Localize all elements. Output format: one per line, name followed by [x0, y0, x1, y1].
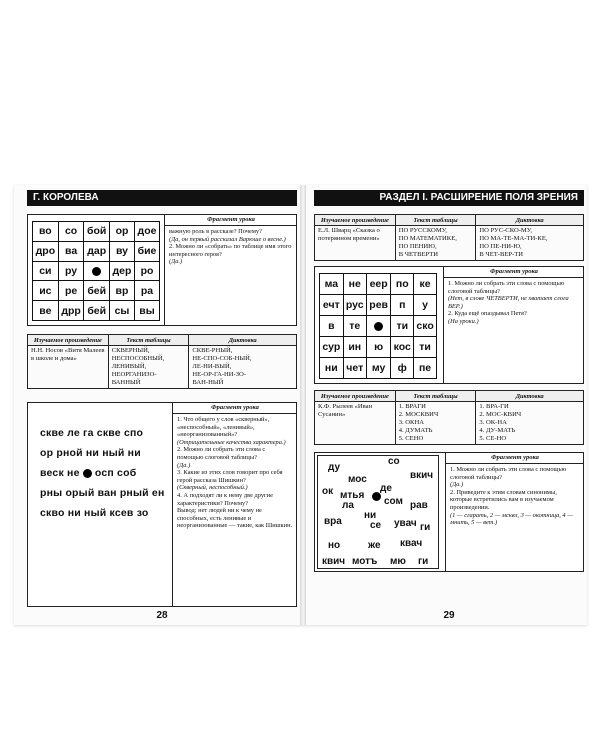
fragment-line: 1. Что общего у слов «скверный», «неспособный», «ленивый», «неорганизованный»?	[177, 416, 270, 439]
grid-cell: бие	[134, 241, 159, 261]
table-text-line: ПО ПЕНИЮ,	[398, 243, 437, 250]
grid-cell: дро	[33, 241, 59, 261]
fragment-line: 1. Можно ли собрать эти слова с помощью слоговой таблицы?	[448, 280, 565, 295]
grid-row	[320, 358, 437, 379]
word-line: скве ле га скве спо	[40, 427, 144, 439]
dictation	[189, 346, 297, 389]
fragment-answer: (1 — сгарать, 2 — мсквл, 3 — окотница, 4 — мнить, 5 — вет.)	[450, 511, 573, 527]
grid-cell: не	[343, 274, 366, 295]
fragment-line: важную роль в рассказе? Почему?	[169, 228, 262, 235]
table-text-line: 4. ДУМАТЬ	[398, 427, 433, 434]
grid-cell: бей	[84, 301, 110, 321]
info-header: Диктовка	[476, 215, 584, 226]
grid-cell: дер	[109, 261, 134, 281]
grid-cell: ни	[320, 358, 344, 379]
grid-cell	[366, 316, 391, 337]
dictation-line: 4. ДУ-МАТЬ	[479, 427, 516, 434]
grid-cell: ра	[134, 281, 159, 301]
scatter-syllable: ни	[364, 510, 377, 521]
fragment-title: Фрагмент урока	[173, 403, 297, 414]
table-text-line: СКВЕРНЫЙ,	[111, 347, 150, 354]
fragment-line: 1. Можно ли собрать эти слова с помощью слоговой таблицы?	[450, 466, 567, 481]
grid-cell: ор	[109, 222, 134, 242]
fragment-answer: (Нет, в слове ЧЕТВЕРТИ, не хватает слога ВЕР.)	[448, 295, 569, 310]
dictation-line: ВАН-НЫЙ	[192, 379, 224, 386]
grid-cell: дое	[134, 222, 159, 242]
grid-cell: ру	[58, 261, 84, 281]
fragment-line: 2. Приведите к этим словам синонимы, которые встретились вам в изучаемом произведении.	[450, 488, 557, 511]
fragment-answer: (Отрицательные качества характера.)	[177, 438, 286, 446]
grid-cell: си	[33, 261, 59, 281]
grid-cell: ин	[343, 337, 366, 358]
work-title: К.Ф. Рылеев «Иван Сусанин»	[315, 402, 396, 445]
fragment-title: Фрагмент урока	[165, 215, 297, 226]
table-text-line: ПО МАТЕМАТИКЕ,	[398, 235, 457, 242]
table-text-line: НЕОРГАНИЗО-	[111, 371, 157, 378]
grid-row	[33, 222, 160, 242]
word-line: скво ни ный ксев зо	[40, 507, 149, 519]
dictation-line: В ЧЕТ-ВЕР-ТИ	[479, 251, 524, 258]
fragment-line: 3. Какие из этих слов говорит про себя герой рассказа Шишкин?	[177, 469, 283, 484]
grid-row	[33, 241, 160, 261]
page-29	[314, 190, 584, 625]
dictation	[476, 402, 584, 445]
lesson-fragment-3	[443, 267, 584, 384]
grid-cell: ве	[33, 301, 59, 321]
grid-cell: со	[58, 222, 84, 242]
dictation-line: 5. СЕ-НО	[479, 435, 507, 442]
grid-cell: ва	[58, 241, 84, 261]
grid-cell: сур	[320, 337, 344, 358]
scatter-syllable: квич	[322, 556, 346, 567]
scatter-syllable: ду	[328, 462, 341, 473]
table-text-line: В ЧЕТВЕРТИ	[398, 251, 439, 258]
dictation-line: НЕ-ОР-ГА-НИ-ЗО-	[192, 371, 247, 378]
table-text-line: ВАННЫЙ	[111, 379, 141, 386]
scatter-syllable: вкич	[410, 470, 434, 481]
dictation	[476, 226, 584, 261]
scatter-table-box	[314, 452, 584, 572]
work-title: Н.Н. Носов «Витя Малеев в школе и дома»	[28, 346, 109, 389]
table-text-line: ЛЕНИВЫЙ,	[111, 363, 147, 370]
grid-cell: ю	[366, 337, 391, 358]
work-info-table-nosov	[27, 334, 297, 389]
fragment-answer: (На уроки.)	[448, 317, 479, 325]
scatter-syllable: но	[328, 540, 341, 551]
grid-cell: рев	[366, 295, 391, 316]
fragment-answer: (Скверный, неспособный.)	[177, 484, 248, 492]
scatter-syllable: сом	[384, 496, 403, 507]
grid-row	[33, 281, 160, 301]
grid-cell: ву	[109, 241, 134, 261]
fragment-text	[173, 414, 297, 532]
page-header-left: Г. КОРОЛЕВА	[27, 190, 297, 206]
page-header-right: РАЗДЕЛ I. РАСШИРЕНИЕ ПОЛЯ ЗРЕНИЯ	[314, 190, 584, 206]
grid-cell: по	[391, 274, 414, 295]
table-text-line: 5. СЕНО	[398, 435, 424, 442]
lesson-fragment-1	[164, 215, 297, 326]
dictation-line: СКВЕ-РНЫЙ,	[192, 347, 233, 354]
fragment-answer: (Да, он первый рассказал Варюше о весне.)	[169, 235, 286, 243]
word-line: рны орый ван рный ен	[40, 487, 165, 499]
table-text	[395, 226, 476, 261]
info-header: Текст таблицы	[108, 335, 189, 346]
syllable-grid-2	[319, 273, 437, 379]
grid-row	[33, 301, 160, 321]
dictation-line: 3. ОК-НА	[479, 419, 507, 426]
grid-cell: ско	[414, 316, 437, 337]
grid-cell: му	[366, 358, 391, 379]
grid-cell: в	[320, 316, 344, 337]
info-header-row	[315, 215, 584, 226]
focus-dot	[83, 469, 92, 478]
info-row	[315, 226, 584, 261]
grid-cell: ти	[414, 337, 437, 358]
grid-cell: еер	[366, 274, 391, 295]
dictation-line: 1. ВРА-ГИ	[479, 403, 509, 410]
scatter-syllable: со	[388, 456, 400, 467]
grid-cell: бей	[84, 281, 110, 301]
grid-cell: ти	[391, 316, 414, 337]
grid-cell: сы	[109, 301, 134, 321]
grid-cell: те	[343, 316, 366, 337]
word-lines	[34, 423, 164, 543]
grid-cell: вр	[109, 281, 134, 301]
info-header: Текст таблицы	[395, 215, 476, 226]
word-line: ор рной ни ный ни	[40, 447, 141, 459]
scatter-syllable: вра	[324, 516, 342, 527]
scatter-syllable: мю	[390, 556, 406, 567]
scattered-syllables	[317, 455, 439, 569]
table-text	[395, 402, 476, 445]
grid-cell: чет	[343, 358, 366, 379]
grid-cell: п	[391, 295, 414, 316]
dictation-line: ПО МА-ТЕ-МА-ТИ-КЕ,	[479, 235, 548, 242]
info-header: Изучаемое произведение	[315, 215, 396, 226]
syllable-table-box-2	[314, 266, 584, 384]
table-text-line: ПО РУССКОМУ,	[398, 227, 447, 234]
scatter-syllable: ла	[342, 500, 354, 511]
focus-dot	[374, 322, 383, 331]
fragment-line: Вывод: нет людей ни к чему не способных, есть ленивые и неорганизованные — такие, как Шишкин.	[177, 507, 293, 530]
word-line: веск не осп соб	[40, 467, 137, 479]
grid-cell: дрр	[58, 301, 84, 321]
grid-cell: у	[414, 295, 437, 316]
grid-cell: ф	[391, 358, 414, 379]
focus-dot	[92, 267, 101, 276]
table-text-line: 3. ОКНА	[398, 419, 424, 426]
grid-cell: рус	[343, 295, 366, 316]
grid-cell: ке	[414, 274, 437, 295]
grid-cell: бой	[84, 222, 110, 242]
scatter-syllable: де	[380, 483, 392, 494]
grid-cell: ис	[33, 281, 59, 301]
fragment-line: 2. Куда ещё опаздывал Петя?	[448, 310, 527, 318]
word-table-box	[27, 402, 297, 607]
info-header-row	[315, 391, 584, 402]
grid-row	[320, 274, 437, 295]
info-header: Изучаемое произведение	[315, 391, 396, 402]
scatter-syllable: ги	[418, 556, 429, 567]
fragment-text	[444, 278, 584, 328]
grid-cell: во	[33, 222, 59, 242]
fragment-line: 4. А подходят ли к нему две другие характеристики? Почему?	[177, 491, 273, 507]
book-gutter	[300, 185, 306, 625]
scatter-syllable: мос	[348, 474, 367, 485]
info-header: Изучаемое произведение	[28, 335, 109, 346]
fragment-title: Фрагмент урока	[444, 267, 584, 278]
work-title: Е.Л. Шварц «Сказка о потерянном времени»	[315, 226, 396, 261]
info-header-row	[28, 335, 297, 346]
grid-cell: ро	[134, 261, 159, 281]
scatter-syllable: квач	[400, 538, 423, 549]
scatter-syllable: ок	[322, 486, 334, 497]
scatter-syllable: ги	[420, 522, 431, 533]
grid-row	[320, 316, 437, 337]
dictation-line: ПО РУС-СКО-МУ,	[479, 227, 533, 234]
scatter-syllable: же	[368, 540, 381, 551]
fragment-text	[446, 464, 584, 529]
scatter-syllable: увач	[394, 518, 417, 529]
dictation-line: ПО ПЕ-НИ-Ю,	[479, 243, 522, 250]
table-text	[108, 346, 189, 389]
syllable-grid-1	[32, 221, 160, 321]
grid-cell: дар	[84, 241, 110, 261]
grid-cell: пе	[414, 358, 437, 379]
work-info-table-ryleev	[314, 390, 584, 445]
grid-cell: кос	[391, 337, 414, 358]
table-text-line: 1. ВРАГИ	[398, 403, 426, 410]
info-header: Текст таблицы	[395, 391, 476, 402]
grid-cell: ечт	[320, 295, 344, 316]
lesson-fragment-4	[445, 453, 584, 572]
fragment-answer: (Да.)	[177, 461, 191, 469]
grid-row	[33, 261, 160, 281]
page-number-left: 28	[156, 610, 168, 621]
table-text-line: 2. МОСКВИЧ	[398, 411, 439, 418]
fragment-title: Фрагмент урока	[446, 453, 584, 464]
grid-cell	[84, 261, 110, 281]
work-info-table-shvarts	[314, 214, 584, 261]
fragment-line: 2. Можно ли собрать эти слова с помощью слоговой таблицы?	[177, 446, 266, 461]
syllable-table-box-1	[27, 214, 297, 326]
lesson-fragment-2	[172, 403, 297, 607]
grid-cell: ре	[58, 281, 84, 301]
grid-row	[320, 337, 437, 358]
fragment-answer: (Да.)	[169, 258, 183, 266]
scatter-syllable: се	[370, 520, 382, 531]
grid-cell: ма	[320, 274, 344, 295]
fragment-line: 2. Можно ли «собрать» по таблице имя этого интересного героя?	[169, 243, 292, 258]
page-28	[27, 190, 297, 625]
page-number-right: 29	[443, 610, 455, 621]
grid-row	[320, 295, 437, 316]
info-row	[315, 402, 584, 445]
scatter-syllable: мотъ	[352, 556, 378, 567]
scatter-syllable: мтья	[340, 490, 365, 501]
info-header: Диктовка	[476, 391, 584, 402]
fragment-text	[165, 226, 297, 268]
dictation-line: НЕ-СПО-СОБ-НЫЙ,	[192, 355, 252, 362]
grid-cell: вы	[134, 301, 159, 321]
info-header: Диктовка	[189, 335, 297, 346]
info-row	[28, 346, 297, 389]
table-text-line: НЕСПОСОБНЫЙ,	[111, 355, 165, 362]
dictation-line: 2. МОС-КВИЧ	[479, 411, 522, 418]
scatter-syllable: рав	[410, 500, 428, 511]
dictation-line: ЛЕ-НИ-ВЫЙ,	[192, 363, 232, 370]
fragment-answer: (Да.)	[450, 481, 464, 489]
